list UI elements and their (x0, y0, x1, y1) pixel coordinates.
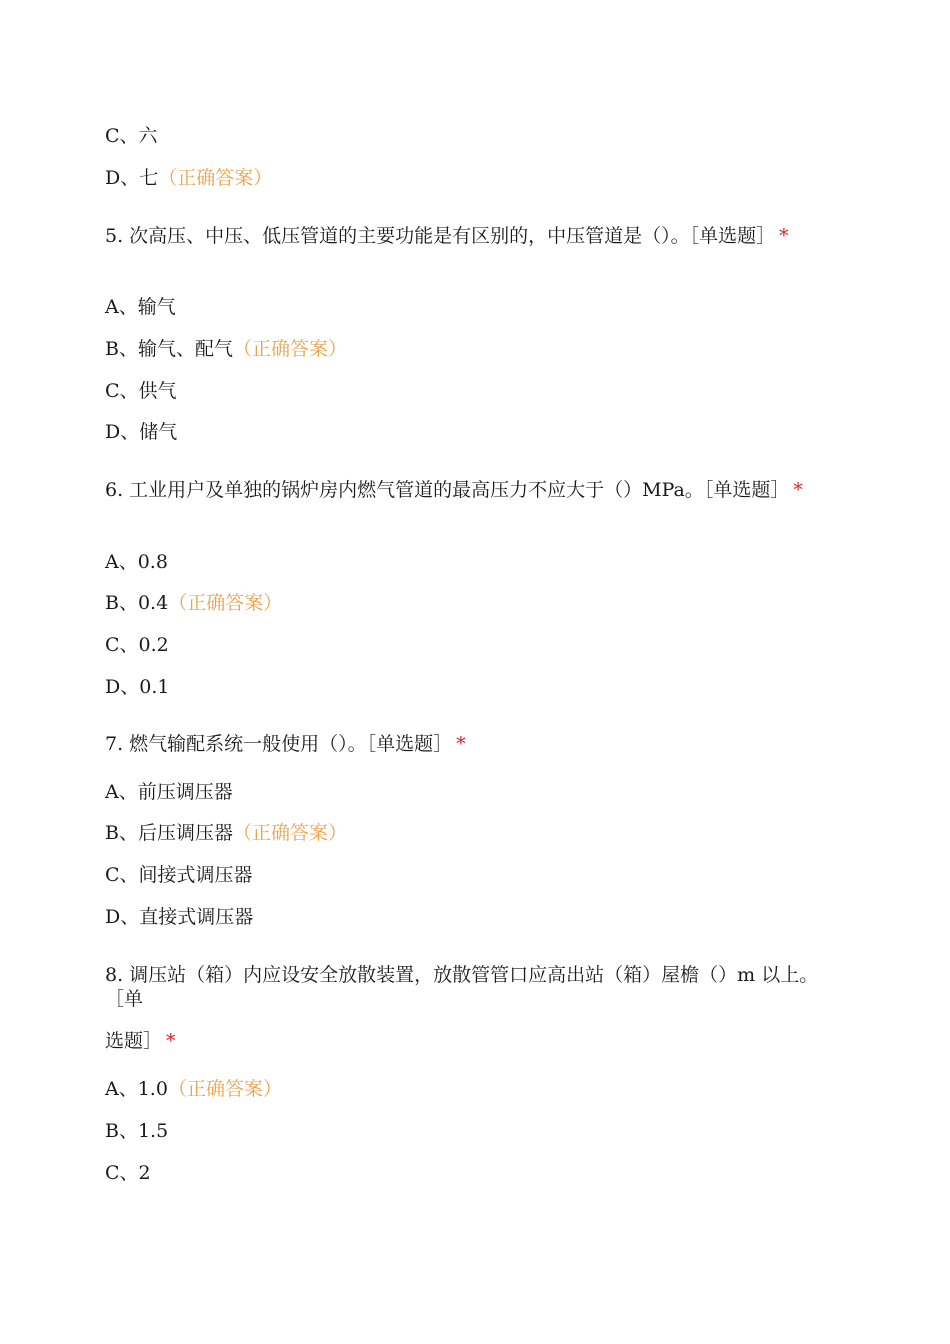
option-label: A、1.0 (105, 1078, 168, 1100)
option-label: D、直接式调压器 (105, 906, 254, 928)
q7-option-c (105, 863, 253, 887)
option-label: C、供气 (105, 380, 177, 402)
option-label: B、0.4 (105, 592, 169, 614)
option-label: D、0.1 (105, 676, 170, 698)
q5-option-c (105, 379, 177, 403)
option-label: C、间接式调压器 (105, 864, 253, 886)
q6-option-a (105, 550, 168, 574)
q6-stem (105, 478, 835, 502)
q8-option-b (105, 1119, 168, 1143)
q6-option-b (105, 591, 282, 615)
required-marker: * (793, 479, 803, 501)
q8-option-a (105, 1077, 282, 1101)
option-label: A、输气 (105, 296, 176, 318)
q8-option-c (105, 1161, 151, 1185)
q5-option-a (105, 295, 176, 319)
q7-stem (105, 732, 466, 756)
question-text: 选题］ (105, 1030, 163, 1052)
q4-option-d (105, 166, 272, 190)
option-label: D、七 (105, 167, 159, 189)
required-marker: * (166, 1030, 176, 1052)
q7-option-a (105, 780, 233, 804)
correct-answer-tag: （正确答案） (232, 822, 347, 844)
option-label: C、六 (105, 125, 158, 147)
q5-option-d (105, 420, 177, 444)
option-label: C、2 (105, 1162, 151, 1184)
option-label: B、1.5 (105, 1120, 169, 1142)
option-label: D、储气 (105, 421, 178, 443)
q6-option-d (105, 675, 169, 699)
option-label: C、0.2 (105, 634, 169, 656)
q5-stem (105, 224, 835, 248)
option-label: A、0.8 (105, 551, 168, 573)
question-text: 5. 次高压、中压、低压管道的主要功能是有区别的，中压管道是（）。［单选题］ (105, 225, 776, 247)
q4-option-c (105, 124, 158, 148)
correct-answer-tag: （正确答案） (232, 338, 347, 360)
q7-option-b (105, 821, 347, 845)
question-text: 6. 工业用户及单独的锅炉房内燃气管道的最高压力不应大于（）MPa。［单选题］ (105, 479, 790, 501)
q6-option-c (105, 633, 169, 657)
option-label: A、前压调压器 (105, 781, 233, 803)
q5-option-b (105, 337, 347, 361)
option-label: B、输气、配气 (105, 338, 233, 360)
correct-answer-tag: （正确答案） (167, 1078, 282, 1100)
required-marker: * (456, 733, 466, 755)
correct-answer-tag: （正确答案） (158, 167, 273, 189)
correct-answer-tag: （正确答案） (168, 592, 283, 614)
question-text: 7. 燃气输配系统一般使用（）。［单选题］ (105, 733, 453, 755)
q7-option-d (105, 905, 253, 929)
required-marker: * (779, 225, 789, 247)
option-label: B、后压调压器 (105, 822, 233, 844)
question-text: 8. 调压站（箱）内应设安全放散装置，放散管管口应高出站（箱）屋檐（）m 以上。［单 (105, 964, 819, 1010)
q8-stem-continued (105, 1029, 176, 1053)
q8-stem (105, 963, 835, 1011)
